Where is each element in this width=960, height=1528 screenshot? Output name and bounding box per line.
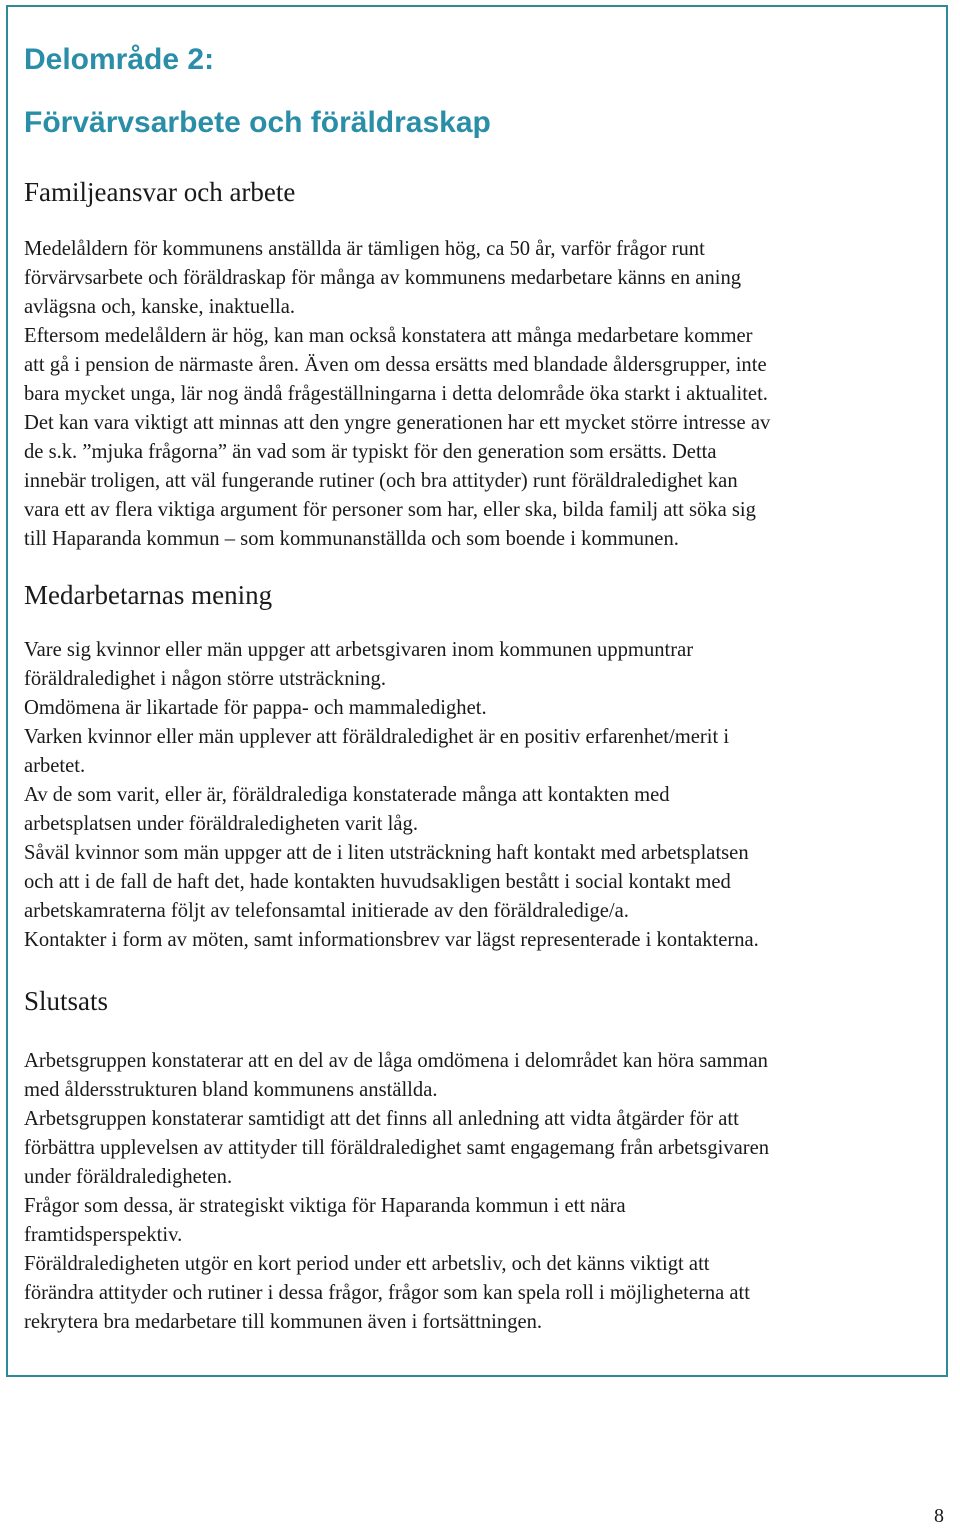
text-line: Föräldraledigheten utgör en kort period under ett arbetsliv, och det känns viktigt att [24, 1253, 710, 1275]
text-line: och att i de fall de haft det, hade kontakten huvudsakligen bestått i social kontakt med [24, 871, 731, 893]
text-line: vara ett av flera viktiga argument för personer som har, eller ska, bilda familj att söka sig [24, 499, 756, 521]
text-line: förvärvsarbete och föräldraskap för många av kommunens medarbetare känns en aning [24, 267, 742, 289]
text-line: Av de som varit, eller är, föräldralediga konstaterade många att kontakten med [24, 784, 670, 806]
text-line: föräldraledighet i någon större utsträckning. [24, 668, 386, 690]
text-line: Varken kvinnor eller män upplever att föräldraledighet är en positiv erfarenhet/merit i [24, 726, 730, 748]
text-line: med åldersstrukturen bland kommunens anställda. [24, 1079, 438, 1101]
text-line: Det kan vara viktigt att minnas att den yngre generationen har ett mycket större intresse av [24, 412, 771, 434]
text-line: Vare sig kvinnor eller män uppger att arbetsgivaren inom kommunen uppmuntrar [24, 639, 694, 661]
text-line: de s.k. ”mjuka frågorna” än vad som är typiskt för den generation som ersätts. Detta [24, 441, 717, 463]
page-number: 8 [934, 1505, 944, 1527]
text-line: Arbetsgruppen konstaterar samtidigt att det finns all anledning att vidta åtgärder för att [24, 1108, 739, 1130]
text-line: att gå i pension de närmaste åren. Även om dessa ersätts med blandade åldersgrupper, inte [24, 354, 767, 376]
text-line: innebär troligen, att väl fungerande rutiner (och bra attityder) runt föräldraledighet kan [24, 470, 738, 492]
text-line: under föräldraledigheten. [24, 1166, 233, 1188]
text-line: Såväl kvinnor som män uppger att de i liten utsträckning haft kontakt med arbetsplatsen [24, 842, 749, 864]
text-line: framtidsperspektiv. [24, 1224, 183, 1246]
text-line: avlägsna och, kanske, inaktuella. [24, 296, 296, 318]
text-line: arbetet. [24, 755, 86, 777]
text-line: Omdömena är likartade för pappa- och mammaledighet. [24, 697, 487, 719]
subheading-slutsats: Slutsats [24, 986, 109, 1016]
text-line: Eftersom medelåldern är hög, kan man också konstatera att många medarbetare kommer [24, 325, 753, 347]
paragraph-familjeansvar [24, 235, 939, 554]
section-heading-title: Förvärvsarbete och föräldraskap [24, 106, 491, 139]
paragraph-medarbetarnas-mening [24, 636, 939, 955]
text-line: till Haparanda kommun – som kommunanställda och som boende i kommunen. [24, 528, 679, 550]
text-line: arbetsplatsen under föräldraledigheten varit låg. [24, 813, 418, 835]
text-line: förbättra upplevelsen av attityder till föräldraledighet samt engagemang från arbetsgivaren [24, 1137, 770, 1159]
section-heading-number: Delområde 2: [24, 43, 215, 76]
text-line: rekrytera bra medarbetare till kommunen även i fortsättningen. [24, 1311, 543, 1333]
text-line: förändra attityder och rutiner i dessa frågor, frågor som kan spela roll i möjligheterna att [24, 1282, 750, 1304]
subheading-medarbetarnas-mening: Medarbetarnas mening [24, 580, 273, 610]
paragraph-slutsats [24, 1047, 939, 1337]
subheading-familjeansvar: Familjeansvar och arbete [24, 177, 296, 207]
text-line: Kontakter i form av möten, samt informationsbrev var lägst representerade i kontakterna. [24, 929, 759, 951]
text-line: bara mycket unga, lär nog ändå frågeställningarna i detta delområde öka starkt i aktualitet. [24, 383, 768, 405]
text-line: Frågor som dessa, är strategiskt viktiga för Haparanda kommun i ett nära [24, 1195, 626, 1217]
text-line: Arbetsgruppen konstaterar att en del av de låga omdömena i delområdet kan höra samman [24, 1050, 768, 1072]
text-line: Medelåldern för kommunens anställda är tämligen hög, ca 50 år, varför frågor runt [24, 238, 705, 260]
text-line: arbetskamraterna följt av telefonsamtal initierade av den föräldraledige/a. [24, 900, 629, 922]
